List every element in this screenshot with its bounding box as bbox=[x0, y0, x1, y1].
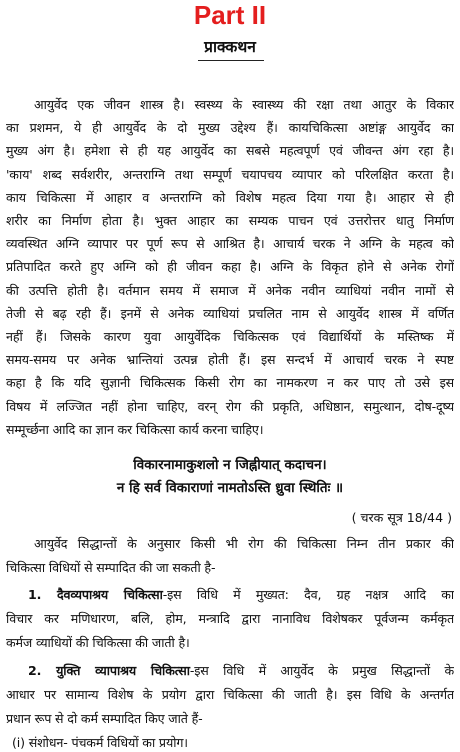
paragraph1-line: का प्रशमन, ये ही आयुर्वेद के दो मुख्य उद्देश्य हैं। कायचिकित्सा अष्टांङ्ग आयुर्वेद का bbox=[6, 120, 454, 136]
method2-title: 2. युक्ति व्यापाश्रय चिकित्सा bbox=[28, 663, 190, 678]
method2-line-4: (i) संशोधन- पंचकर्म विधियों का प्रयोग। bbox=[12, 735, 188, 750]
method2-line-1 bbox=[6, 662, 454, 680]
paragraph1-line: प्रतिपादित करते हुए अग्नि को ही जीवन कहा है। अग्नि के विकृत होने से अनेक रोगों bbox=[6, 259, 454, 275]
heading-underline bbox=[198, 60, 264, 61]
method2-text: -इस विधि में आयुर्वेद के प्रमुख सिद्धान्तों के bbox=[189, 663, 454, 678]
paragraph2-line-2: चिकित्सा विधियों से सम्पादित की जा सकती है- bbox=[6, 560, 216, 575]
verse-line-1: विकारनामाकुशलो न जिह्नीयात् कदाचन। bbox=[133, 457, 327, 473]
paragraph1-line: नहीं हैं। जिसके कारण युवा आयुर्वेदिक चिकित्सक एवं विद्यार्थियों के मस्तिष्क में bbox=[6, 329, 454, 344]
method1-line-1 bbox=[6, 586, 454, 604]
paragraph1-line: काय चिकित्सा में आहार व अन्तराग्नि को विशेष महत्व दिया गया है। आहार से ही bbox=[6, 189, 454, 205]
paragraph1-line: समय-समय पर अनेक भ्रान्तियां उत्पन्न होती हैं। इस सन्दर्भ में आचार्य चरक ने स्पष्ट bbox=[6, 352, 454, 368]
method2-line-3: प्रधान रूप से दो कर्म सम्पादित किए जाते हैं- bbox=[6, 711, 203, 726]
paragraph1-line: विषय में लज्जित नहीं होना चाहिए, वरन् रोग की प्रकृति, अधिष्ठान, समुत्थान, दोष-दूष्य bbox=[6, 398, 454, 414]
paragraph1-line: व्यवस्थित अग्नि व्यापार पर पूर्ण रूप से आश्रित है। आचार्य चरक ने अग्नि के महत्व को bbox=[6, 236, 454, 252]
paragraph1-line: सम्मूर्च्छना आदि का ज्ञान कर चिकित्सा कार्य करना चाहिए। bbox=[6, 421, 264, 437]
paragraph1-line: आयुर्वेद एक जीवन शास्त्र है। स्वस्थ्य के स्वास्थ्य की रक्षा तथा आतुर के विकार bbox=[34, 97, 454, 112]
method1-line-2: विचार कर मणिधारण, बलि, होम, मन्त्रादि द्वारा नानाविध विशेषकर पूर्वजन्म कर्मकृत bbox=[6, 611, 454, 626]
paragraph1-line: तेजी से बढ़ रही हैं। इनमें से अनेक व्याधियां प्रचलित नाम से आयुर्वेद शास्त्र में वर्णित bbox=[6, 305, 454, 321]
paragraph2-line-1: आयुर्वेद सिद्धान्तों के अनुसार किसी भी रोग की चिकित्सा निम्न तीन प्रकार की bbox=[34, 536, 454, 551]
method1-text: -इस विधि में मुख्यत: दैव, ग्रह नक्षत्र आदि का bbox=[162, 587, 454, 602]
method1-title: 1. दैवव्यपाश्रय चिकित्सा bbox=[28, 587, 163, 602]
section-heading: प्राक्कथन bbox=[204, 38, 256, 56]
method2-line-2: आधार पर सामान्य विशेष के प्रयोग द्वारा चिकित्सा की जाती है। इस विधि के अन्तर्गत bbox=[6, 687, 454, 702]
paragraph1-line: मुख्य अंग है। हमेशा से ही यह आयुर्वेद का सबसे महत्वपूर्ण एवं जीवन्त अंग रहा है। bbox=[6, 143, 454, 159]
paragraph1-line: 'काय' शब्द सर्वशरीर, अन्तराग्नि तथा सम्पूर्ण चयापचय व्यापार को परिलक्षित करता है। bbox=[6, 166, 454, 182]
paragraph1-line: की उत्पत्ति होती है। वर्तमान समय में समाज में अनेक नवीन व्याधियां नवीन नामों से bbox=[6, 282, 454, 298]
paragraph1-line: शरीर का निर्माण होता है। भुक्त आहार का सम्यक पाचन एवं उत्तरोत्तर धातु निर्माण bbox=[6, 213, 454, 228]
verse-citation: ( चरक सूत्र 18/44 ) bbox=[351, 510, 452, 525]
paragraph1-line: कहा है कि यदि सुज्ञानी चिकित्सक किसी रोग का नामकरण न कर पाए तो उसे इस bbox=[6, 375, 454, 391]
part-title: Part II bbox=[193, 0, 267, 30]
verse-line-2: न हि सर्व विकाराणां नामतोऽस्ति ध्रुवा स्थितिः ॥ bbox=[116, 480, 344, 496]
method1-line-3: कर्मज व्याधियों की चिकित्सा की जाती है। bbox=[6, 635, 190, 650]
